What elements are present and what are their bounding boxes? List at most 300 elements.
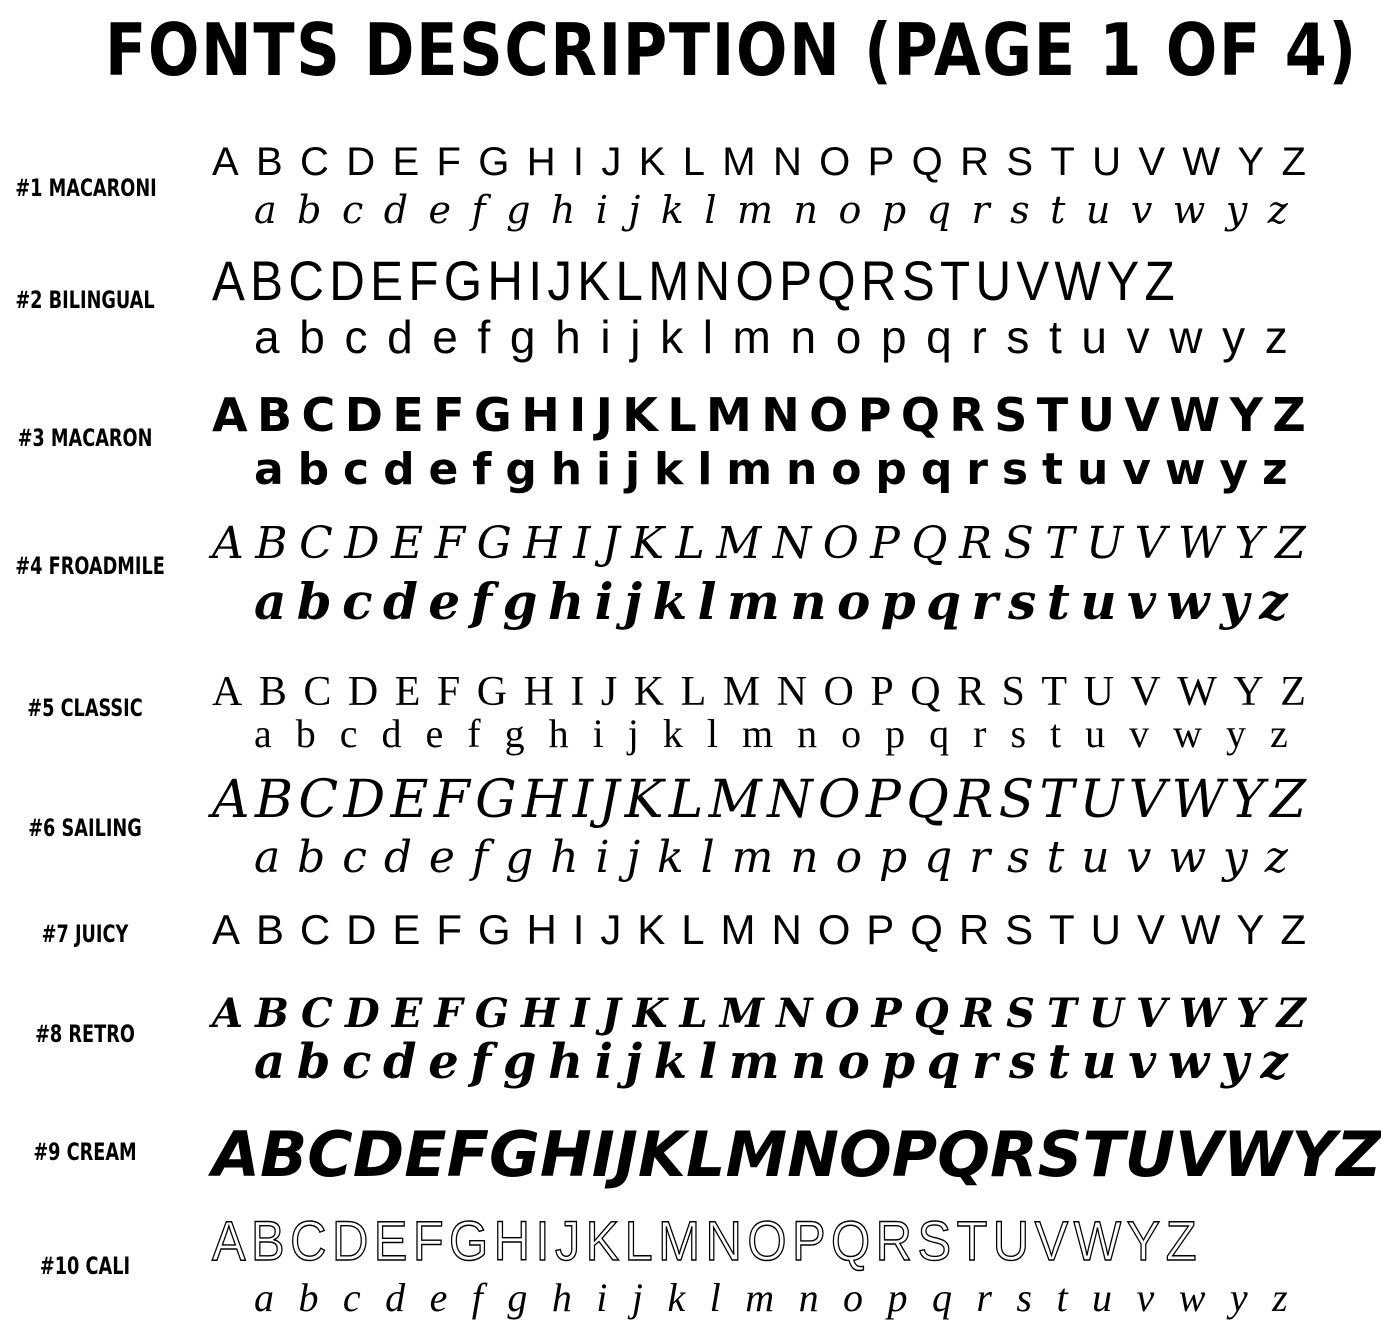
letter-glyph: L [615, 249, 643, 312]
letter-glyph: O [823, 669, 854, 715]
letter-glyph: h [551, 1275, 572, 1320]
letter-glyph: H [521, 388, 560, 442]
letter-glyph: a [254, 444, 284, 495]
letter-glyph: c [342, 1034, 372, 1090]
letter-glyph: H [493, 1209, 531, 1272]
letter-glyph: V [1034, 1209, 1069, 1272]
letter-glyph: m [728, 1034, 780, 1090]
letter-glyph: e [429, 1275, 448, 1320]
letter-glyph: I [573, 518, 591, 569]
letter-glyph: K [622, 388, 658, 442]
letter-glyph: L [680, 669, 707, 715]
letter-glyph: h [548, 711, 569, 756]
letter-glyph: b [295, 711, 316, 756]
letter-glyph: h [547, 572, 585, 631]
letter-glyph: O [824, 990, 860, 1037]
letter-glyph: g [502, 572, 538, 631]
letter-glyph: U [1086, 518, 1124, 569]
lowercase-alphabet [254, 572, 1288, 631]
letter-glyph: M [722, 669, 761, 715]
letter-glyph: a [254, 188, 277, 232]
letter-glyph: d [383, 188, 409, 232]
letter-glyph: U [1124, 1118, 1175, 1191]
letter-glyph: m [726, 444, 773, 495]
letter-glyph: n [797, 711, 818, 756]
letter-glyph: c [339, 711, 358, 756]
letter-glyph: F [436, 669, 461, 715]
letter-glyph: D [329, 249, 365, 312]
letter-glyph: D [344, 388, 383, 442]
letter-glyph: l [702, 311, 713, 363]
letter-glyph: G [449, 1209, 489, 1272]
letter-glyph: V [1016, 249, 1050, 312]
letter-glyph: s [1010, 188, 1030, 232]
letter-glyph: c [344, 311, 368, 363]
letter-glyph: q [926, 311, 952, 363]
letter-glyph: m [731, 832, 774, 883]
letter-glyph: B [255, 518, 288, 569]
letter-glyph: J [601, 140, 622, 184]
letter-glyph: j [625, 444, 641, 495]
letter-glyph: V [1124, 388, 1160, 442]
letter-glyph: R [958, 518, 993, 569]
letter-glyph: J [602, 518, 620, 569]
letter-glyph: s [1008, 572, 1037, 631]
letter-glyph: t [1046, 832, 1065, 883]
uppercase-alphabet [212, 990, 1306, 1037]
letter-glyph: a [254, 311, 280, 363]
letter-glyph: l [698, 1034, 717, 1090]
letter-glyph: d [383, 444, 415, 495]
letter-glyph: h [548, 1034, 584, 1090]
letter-glyph: N [772, 140, 802, 184]
letter-glyph: p [887, 1275, 908, 1320]
letter-glyph: D [352, 1118, 405, 1191]
letter-glyph: i [594, 1034, 613, 1090]
letter-glyph: u [1081, 832, 1110, 883]
letter-glyph: B [255, 990, 289, 1037]
letter-glyph: W [1222, 1118, 1292, 1191]
letter-glyph: d [381, 711, 402, 756]
letter-glyph: Y [1234, 518, 1264, 569]
letter-glyph: k [653, 1034, 688, 1090]
letter-glyph: s [1016, 1275, 1032, 1320]
letter-glyph: o [841, 711, 862, 756]
letter-glyph: U [1077, 388, 1115, 442]
letter-glyph: m [742, 711, 774, 756]
letter-glyph: s [1006, 311, 1030, 363]
letter-glyph: t [1048, 311, 1062, 363]
letter-glyph: D [331, 1209, 369, 1272]
letter-glyph: P [891, 1118, 938, 1191]
letter-glyph: i [595, 832, 610, 883]
letter-glyph: F [433, 770, 470, 830]
font-label: #1 MACARONI [15, 174, 157, 202]
letter-glyph: C [298, 770, 339, 830]
uppercase-alphabet [212, 388, 1306, 442]
letter-glyph: i [594, 572, 614, 631]
letter-glyph: K [577, 249, 611, 312]
letter-glyph: n [786, 444, 818, 495]
letter-glyph: s [1001, 444, 1029, 495]
letter-glyph: c [343, 444, 370, 495]
letter-glyph: f [471, 188, 486, 232]
letter-glyph: Y [1229, 388, 1263, 442]
letter-glyph: G [488, 1118, 540, 1191]
letter-glyph: N [767, 770, 813, 830]
letter-glyph: C [301, 388, 336, 442]
letter-glyph: u [1080, 572, 1117, 631]
letter-glyph: K [632, 990, 668, 1037]
letter-glyph: C [307, 1118, 353, 1191]
letter-glyph: k [652, 572, 688, 631]
letter-glyph: O [839, 1118, 892, 1191]
letter-glyph: C [288, 249, 324, 312]
letter-glyph: O [747, 1209, 787, 1272]
letter-glyph: O [809, 388, 849, 442]
letter-glyph: o [843, 1275, 864, 1320]
letter-glyph: e [428, 832, 455, 883]
letter-glyph: P [866, 906, 895, 953]
letter-glyph: k [657, 832, 684, 883]
font-label: #2 BILINGUAL [15, 286, 155, 314]
letter-glyph: J [547, 249, 572, 312]
letter-glyph: a [254, 1275, 274, 1320]
letter-glyph: L [681, 906, 705, 953]
letter-glyph: w [1172, 188, 1206, 232]
letter-glyph: W [1180, 906, 1221, 953]
letter-glyph: g [504, 711, 525, 756]
letter-glyph: h [555, 311, 581, 363]
letter-glyph: g [507, 1275, 528, 1320]
font-label: #10 CALI [39, 1252, 131, 1280]
letter-glyph: L [667, 388, 697, 442]
letter-glyph: U [1088, 990, 1124, 1037]
letter-glyph: S [998, 770, 1035, 830]
letter-glyph: w [1164, 444, 1206, 495]
letter-glyph: T [1047, 990, 1077, 1037]
letter-glyph: Y [1235, 990, 1265, 1037]
letter-glyph: q [920, 444, 953, 495]
letter-glyph: Z [1165, 1209, 1197, 1272]
letter-glyph: I [591, 1118, 615, 1191]
letter-glyph: K [631, 518, 665, 569]
uppercase-alphabet [212, 248, 1175, 313]
letter-glyph: D [347, 669, 379, 715]
letter-glyph: Y [1237, 140, 1265, 184]
letter-glyph: h [550, 188, 576, 232]
letter-glyph: z [1260, 1034, 1288, 1090]
letter-glyph: b [297, 832, 326, 883]
letter-glyph: v [1129, 711, 1150, 756]
letter-glyph: E [404, 1118, 447, 1191]
letter-glyph: b [298, 1275, 319, 1320]
letter-glyph: E [390, 770, 429, 830]
letter-glyph: K [637, 1118, 686, 1191]
letter-glyph: i [596, 444, 612, 495]
letter-glyph: H [539, 1118, 592, 1191]
letter-glyph: n [790, 832, 819, 883]
letter-glyph: j [623, 572, 643, 631]
letter-glyph: f [470, 1034, 492, 1090]
letter-glyph: k [660, 188, 684, 232]
letter-glyph: p [878, 832, 908, 883]
letter-glyph: F [433, 388, 465, 442]
letter-glyph: M [719, 990, 765, 1037]
letter-glyph: Q [817, 249, 856, 312]
letter-glyph: R [958, 906, 990, 953]
letter-glyph: l [697, 444, 713, 495]
letter-glyph: D [346, 906, 377, 953]
letter-glyph: r [969, 832, 991, 883]
letter-glyph: C [301, 990, 333, 1037]
letter-glyph: E [370, 249, 404, 312]
letter-glyph: S [901, 249, 935, 312]
letter-glyph: v [1126, 572, 1156, 631]
lowercase-alphabet [254, 444, 1288, 495]
letter-glyph: K [624, 770, 664, 830]
letter-glyph: g [502, 1034, 537, 1090]
letter-glyph: J [600, 906, 622, 953]
letter-glyph: Z [1280, 669, 1306, 715]
letter-glyph: q [929, 711, 950, 756]
letter-glyph: c [342, 1275, 361, 1320]
letter-glyph: S [1005, 906, 1034, 953]
letter-glyph: k [660, 311, 684, 363]
letter-glyph: q [926, 572, 962, 631]
letter-glyph: z [1270, 711, 1288, 756]
letter-glyph: P [870, 518, 900, 569]
letter-glyph: G [474, 990, 509, 1037]
letter-glyph: F [434, 990, 463, 1037]
letter-glyph: N [787, 1118, 840, 1191]
letter-glyph: u [1076, 444, 1109, 495]
letter-glyph: Q [900, 388, 940, 442]
letter-glyph: m [726, 572, 780, 631]
letter-glyph: i [600, 311, 611, 363]
letter-glyph: W [1177, 518, 1224, 569]
uppercase-alphabet [212, 906, 1306, 954]
letter-glyph: J [614, 1118, 638, 1191]
letter-glyph: A [212, 518, 244, 569]
letter-glyph: M [658, 1209, 701, 1272]
letter-glyph: W [1177, 669, 1217, 715]
letter-glyph: w [1169, 311, 1203, 363]
letter-glyph: R [860, 249, 897, 312]
lowercase-alphabet [254, 1034, 1288, 1090]
letter-glyph: a [254, 711, 272, 756]
letter-glyph: T [1041, 669, 1068, 715]
letter-glyph: V [1135, 990, 1167, 1037]
letter-glyph: q [926, 1034, 961, 1090]
letter-glyph: I [570, 669, 585, 715]
letter-glyph: o [835, 832, 863, 883]
letter-glyph: o [835, 311, 862, 363]
letter-glyph: d [387, 311, 413, 363]
letter-glyph: L [624, 1209, 653, 1272]
letter-glyph: F [436, 906, 462, 953]
letter-glyph: e [432, 311, 458, 363]
letter-glyph: w [1178, 1275, 1206, 1320]
uppercase-alphabet [212, 770, 1306, 830]
letter-glyph: R [954, 770, 994, 830]
letter-glyph: Q [831, 1209, 871, 1272]
letter-glyph: i [595, 188, 609, 232]
letter-glyph: N [776, 990, 813, 1037]
letter-glyph: P [865, 770, 901, 830]
letter-glyph: W [1073, 1209, 1122, 1272]
letter-glyph: U [992, 1209, 1030, 1272]
letter-glyph: G [477, 906, 511, 953]
letter-glyph: E [392, 388, 424, 442]
letter-glyph: u [1081, 1034, 1117, 1090]
letter-glyph: d [383, 1034, 417, 1090]
letter-glyph: e [428, 444, 459, 495]
letter-glyph: N [705, 1209, 742, 1272]
letter-glyph: N [761, 388, 800, 442]
letter-glyph: p [880, 572, 916, 631]
uppercase-alphabet [212, 668, 1306, 716]
letter-glyph: Z [1144, 249, 1175, 312]
letter-glyph: F [446, 1118, 489, 1191]
letter-glyph: I [535, 1209, 550, 1272]
letter-glyph: J [595, 388, 613, 442]
font-label: #7 JUICY [41, 920, 129, 948]
uppercase-alphabet [212, 140, 1306, 185]
letter-glyph: Y [1233, 669, 1264, 715]
letter-glyph: M [648, 249, 690, 312]
letter-glyph: j [630, 311, 641, 363]
letter-glyph: z [1262, 444, 1288, 495]
letter-glyph: M [720, 906, 756, 953]
letter-glyph: A [212, 770, 250, 830]
letter-glyph: a [254, 832, 281, 883]
letter-glyph: C [300, 140, 329, 184]
letter-glyph: W [1169, 388, 1221, 442]
letter-glyph: j [627, 711, 639, 756]
letter-glyph: o [838, 188, 862, 232]
letter-glyph: d [383, 832, 412, 883]
letter-glyph: G [475, 770, 517, 830]
letter-glyph: o [831, 444, 862, 495]
letter-glyph: C [299, 518, 333, 569]
letter-glyph: L [679, 990, 708, 1037]
letter-glyph: O [822, 518, 859, 569]
letter-glyph: Q [913, 990, 949, 1037]
letter-glyph: S [1006, 990, 1035, 1037]
letter-glyph: r [976, 1275, 992, 1320]
letter-glyph: n [790, 572, 827, 631]
letter-glyph: a [254, 1034, 286, 1090]
letter-glyph: l [697, 572, 717, 631]
letter-glyph: y [1229, 1275, 1248, 1320]
letter-glyph: g [506, 188, 531, 232]
letter-glyph: T [1039, 770, 1075, 830]
letter-glyph: n [791, 1034, 827, 1090]
letter-glyph: T [956, 1209, 988, 1272]
letter-glyph: B [259, 1118, 308, 1191]
letter-glyph: a [254, 572, 287, 631]
letter-glyph: S [1001, 669, 1025, 715]
letter-glyph: P [857, 388, 892, 442]
letter-glyph: u [1081, 311, 1107, 363]
letter-glyph: m [732, 311, 771, 363]
letter-glyph: t [1056, 1275, 1068, 1320]
letter-glyph: f [467, 711, 481, 756]
uppercase-alphabet [212, 1208, 1197, 1273]
letter-glyph: r [973, 711, 987, 756]
letter-glyph: T [1045, 518, 1075, 569]
letter-glyph: O [735, 249, 774, 312]
letter-glyph: y [1220, 1034, 1249, 1090]
letter-glyph: j [624, 1034, 643, 1090]
letter-glyph: L [685, 1118, 726, 1191]
letter-glyph: O [819, 140, 851, 184]
letter-glyph: S [1037, 1118, 1083, 1191]
letter-glyph: I [572, 906, 585, 953]
letter-glyph: E [391, 518, 424, 569]
letter-glyph: e [428, 188, 452, 232]
letter-glyph: r [966, 444, 988, 495]
letter-glyph: m [736, 188, 773, 232]
letter-glyph: E [373, 1209, 408, 1272]
letter-glyph: G [476, 669, 508, 715]
letter-glyph: B [256, 140, 283, 184]
letter-glyph: L [682, 140, 705, 184]
letter-glyph: U [1092, 140, 1121, 184]
letter-glyph: r [971, 311, 987, 363]
letter-glyph: d [383, 572, 418, 631]
letter-glyph: q [926, 188, 951, 232]
letter-glyph: g [505, 832, 534, 883]
letter-glyph: g [505, 444, 537, 495]
letter-glyph: G [476, 518, 512, 569]
letter-glyph: M [725, 1118, 788, 1191]
letter-glyph: w [1166, 572, 1210, 631]
letter-glyph: z [1264, 832, 1288, 883]
letter-glyph: b [297, 188, 322, 232]
letter-glyph: H [526, 906, 557, 953]
letter-glyph: r [971, 572, 998, 631]
letter-glyph: J [600, 669, 618, 715]
letter-glyph: Q [937, 1118, 990, 1191]
letter-glyph: W [1178, 990, 1224, 1037]
letter-glyph: s [1007, 832, 1030, 883]
letter-glyph: t [1050, 188, 1066, 232]
letter-glyph: s [1009, 1034, 1037, 1090]
uppercase-alphabet [212, 1118, 1381, 1191]
letter-glyph: U [1079, 770, 1124, 830]
letter-glyph: V [1128, 770, 1167, 830]
letter-glyph: q [931, 1275, 952, 1320]
letter-glyph: N [694, 249, 731, 312]
letter-glyph: v [1136, 1275, 1155, 1320]
letter-glyph: A [212, 906, 241, 953]
letter-glyph: p [880, 311, 907, 363]
letter-glyph: V [1138, 140, 1165, 184]
letter-glyph: w [1167, 1034, 1210, 1090]
letter-glyph: V [1136, 906, 1165, 953]
letter-glyph: Z [1275, 518, 1306, 569]
letter-glyph: W [1054, 249, 1102, 312]
letter-glyph: G [474, 388, 512, 442]
font-label: #3 MACARON [17, 424, 153, 452]
letter-glyph: j [631, 1275, 643, 1320]
letter-glyph: H [521, 990, 559, 1037]
letter-glyph: B [251, 1209, 285, 1272]
font-label: #6 SAILING [28, 814, 142, 842]
letter-glyph: q [924, 832, 953, 883]
